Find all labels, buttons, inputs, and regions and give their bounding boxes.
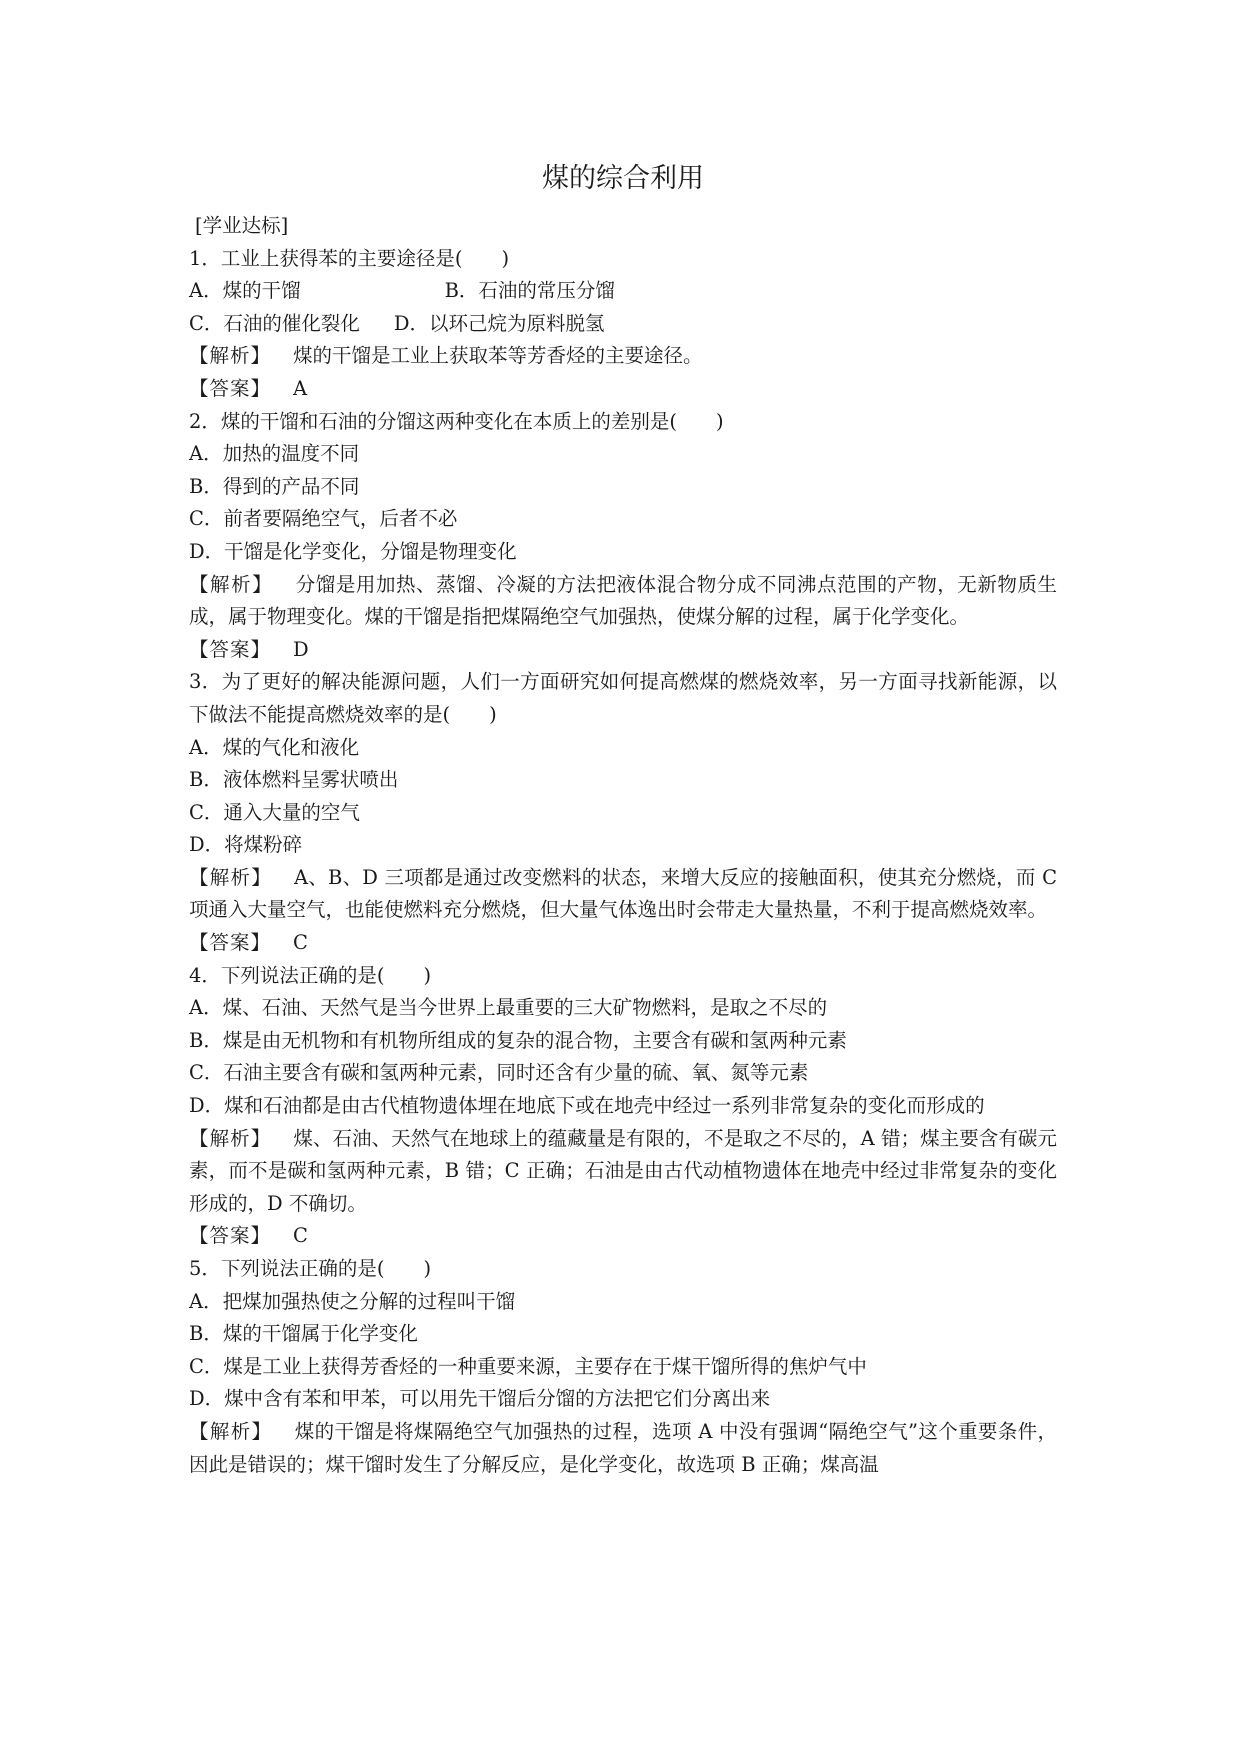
q1-stem: 1．工业上获得苯的主要途径是( ) (189, 246, 510, 270)
q3-option-b: B．液体燃料呈雾状喷出 (189, 768, 399, 792)
q5-stem: 5．下列说法正确的是( ) (189, 1257, 432, 1280)
section-heading: [学业达标] (195, 214, 289, 237)
q1-analysis (189, 340, 1057, 373)
q1-option-b: B．石油的常压分馏 (444, 279, 615, 303)
analysis-tag: 【解析】 (189, 572, 274, 596)
q2-option-c: C．前者要隔绝空气，后者不必 (189, 507, 458, 531)
answer-tag: 【答案】 (189, 376, 272, 400)
q5-option-d: D．煤中含有苯和甲苯，可以用先干馏后分馏的方法把它们分离出来 (189, 1387, 771, 1411)
q4-analysis-text: 煤、石油、天然气在地球上的蕴藏量是有限的，不是取之不尽的，A 错；煤主要含有碳元素，而不是碳和氢两种元素，B 错；C 正确；石油是由古代动植物遗体在地壳中经过非常复杂的变化形成的，D 不确切。 (189, 1126, 1057, 1215)
q2-option-b: B．得到的产品不同 (189, 474, 360, 498)
q5-analysis-text: 煤的干馏是将煤隔绝空气加强热的过程，选项 A 中没有强调“隔绝空气”这个重要条件，因此是错误的；煤干馏时发生了分解反应，是化学变化，故选项 B 正确；煤高温 (189, 1419, 1057, 1476)
q1-options-cd (189, 308, 1057, 341)
page-title: 煤的综合利用 (542, 163, 704, 194)
answer-tag: 【答案】 (189, 637, 272, 661)
q2-stem: 2．煤的干馏和石油的分馏这两种变化在本质上的差别是( ) (189, 409, 724, 433)
analysis-tag: 【解析】 (189, 1126, 272, 1150)
q3-answer-value: C (293, 931, 308, 955)
q5-option-a: A．把煤加强热使之分解的过程叫干馏 (189, 1289, 516, 1313)
q2-option-a: A．加热的温度不同 (189, 442, 360, 466)
document-page (189, 160, 1057, 1481)
q3-stem: 3．为了更好的解决能源问题，人们一方面研究如何提高燃煤的燃烧效率，另一方面寻找新能源，以下做法不能提高燃烧效率的是( ) (189, 670, 1057, 726)
q2-analysis-text: 分馏是用加热、蒸馏、冷凝的方法把液体混合物分成不同沸点范围的产物，无新物质生成，属于物理变化。煤的干馏是指把煤隔绝空气加强热，使煤分解的过程，属于化学变化。 (189, 572, 1057, 629)
analysis-tag: 【解析】 (189, 865, 272, 889)
q4-option-a: A．煤、石油、天然气是当今世界上最重要的三大矿物燃料，是取之不尽的 (189, 996, 828, 1020)
q5-analysis (189, 1416, 1057, 1481)
q4-answer (189, 1220, 1057, 1253)
answer-tag: 【答案】 (189, 931, 272, 955)
q2-option-d: D．干馏是化学变化，分馏是物理变化 (189, 539, 517, 563)
analysis-tag: 【解析】 (189, 1419, 273, 1443)
answer-tag: 【答案】 (189, 1224, 272, 1248)
q3-option-d: D．将煤粉碎 (189, 833, 303, 857)
q5-option-c: C．煤是工业上获得芳香烃的一种重要来源，主要存在于煤干馏所得的焦炉气中 (189, 1354, 867, 1378)
q4-option-b: B．煤是由无机物和有机物所组成的复杂的混合物，主要含有碳和氢两种元素 (189, 1028, 847, 1052)
q3-analysis-text: A、B、D 三项都是通过改变燃料的状态，来增大反应的接触面积，使其充分燃烧，而 C 项通入大量空气，也能使燃料充分燃烧，但大量气体逸出时会带走大量热量，不利于提高燃烧效率。 (189, 865, 1057, 922)
analysis-tag: 【解析】 (189, 344, 272, 368)
q1-option-d: D．以环己烷为原料脱氢 (393, 311, 605, 335)
q3-option-a: A．煤的气化和液化 (189, 735, 360, 759)
q4-option-d: D．煤和石油都是由古代植物遗体埋在地底下或在地壳中经过一系列非常复杂的变化而形成的 (189, 1094, 985, 1118)
q1-answer (189, 373, 1057, 406)
q3-analysis (189, 862, 1057, 927)
q3-option-c: C．通入大量的空气 (189, 800, 360, 824)
q4-option-c: C．石油主要含有碳和氢两种元素，同时还含有少量的硫、氧、氮等元素 (189, 1061, 809, 1085)
q4-stem: 4．下列说法正确的是( ) (189, 963, 432, 987)
q5-option-b: B．煤的干馏属于化学变化 (189, 1322, 418, 1346)
q2-answer (189, 634, 1057, 667)
q1-option-a: A．煤的干馏 (189, 279, 301, 303)
q4-analysis (189, 1123, 1057, 1221)
q1-analysis-text: 煤的干馏是工业上获取苯等芳香烃的主要途径。 (293, 344, 703, 368)
q1-answer-value: A (293, 376, 308, 400)
q3-answer (189, 927, 1057, 960)
q4-answer-value: C (293, 1224, 308, 1248)
q1-option-c: C．石油的催化裂化 (189, 311, 360, 335)
q2-answer-value: D (293, 637, 309, 661)
q2-analysis (189, 569, 1057, 634)
q1-options-ab (189, 275, 1057, 308)
